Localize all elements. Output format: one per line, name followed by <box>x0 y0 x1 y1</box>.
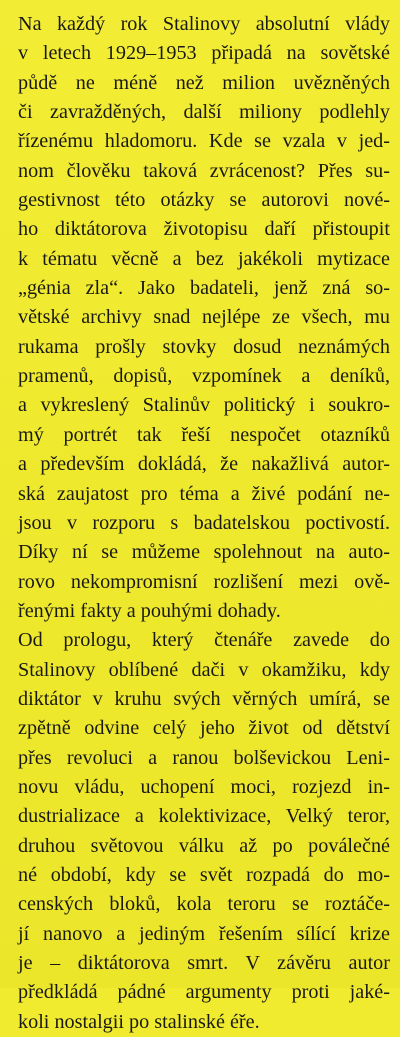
text-line: Od prologu, který čtenáře zavede do <box>18 629 390 652</box>
text-line: pramenů, dopisů, vzpomínek a deníků, <box>18 365 390 388</box>
paragraph-2 <box>18 626 390 1037</box>
blurb-text <box>18 10 390 1037</box>
text-line: Na každý rok Stalinovy absolutní vlády <box>18 13 390 35</box>
text-line: „génia zla“. Jako badateli, jenž zná so- <box>18 277 390 300</box>
text-line: jí nanovo a jediným řešením sílící krize <box>18 922 390 945</box>
text-line: zpětně odvine celý jeho život od dětství <box>18 717 390 740</box>
text-line: rukama prošly stovky dosud neznámých <box>18 335 390 358</box>
text-line: dustrializace a kolektivizace, Velký teror, <box>18 805 390 828</box>
text-line: nom člověku taková zvrácenost? Přes su- <box>18 159 390 182</box>
text-line: Díky ní se můžeme spolehnout na auto- <box>18 541 390 564</box>
text-line: půdě ne méně než milion uvězněných <box>18 71 390 94</box>
text-line: diktátor v kruhu svých věrných umírá, se <box>18 687 390 710</box>
text-line: Stalinovy oblíbené dači v okamžiku, kdy <box>18 658 390 681</box>
text-line: větské archivy snad nejlépe ze všech, mu <box>18 306 390 329</box>
text-line: gestivnost této otázky se autorovi nové- <box>18 189 390 212</box>
paragraph-1 <box>18 10 390 626</box>
text-line: a vykreslený Stalinův politický i soukro- <box>18 394 390 417</box>
text-line: k tématu věcně a bez jakékoli mytizace <box>18 247 390 270</box>
text-line: řízenému hladomoru. Kde se vzala v jed- <box>18 130 390 153</box>
text-line: cenských bloků, kola teroru se roztáče- <box>18 893 390 916</box>
text-line: mý portrét tak řeší nespočet otazníků <box>18 423 390 446</box>
text-line: rovo nekompromisní rozlišení mezi ově- <box>18 570 390 593</box>
text-line: ská zaujatost pro téma a živé podání ne- <box>18 482 390 505</box>
text-line: né období, kdy se svět rozpadá do mo- <box>18 863 390 886</box>
text-line: v letech 1929–1953 připadá na sovětské <box>18 42 390 65</box>
text-line: jsou v rozporu s badatelskou poctivostí. <box>18 511 390 534</box>
text-line: přes revoluci a ranou bolševickou Leni- <box>18 746 390 769</box>
text-line: novu vládu, uchopení moci, rozjezd in- <box>18 775 390 798</box>
text-line: ho diktátorova životopisu daří přistoupit <box>18 218 390 241</box>
text-line: řenými fakty a pouhými dohady. <box>18 599 281 622</box>
text-line: a především dokládá, že nakažlivá autor- <box>18 453 390 476</box>
text-line: či zavražděných, další miliony podlehly <box>18 101 390 124</box>
text-line: předkládá pádné argumenty proti jaké- <box>18 981 390 1004</box>
text-line: druhou světovou válku až po poválečné <box>18 834 390 857</box>
text-line: koli nostalgii po stalinské éře. <box>18 1010 260 1033</box>
text-line: je – diktátorova smrt. V závěru autor <box>18 952 390 974</box>
